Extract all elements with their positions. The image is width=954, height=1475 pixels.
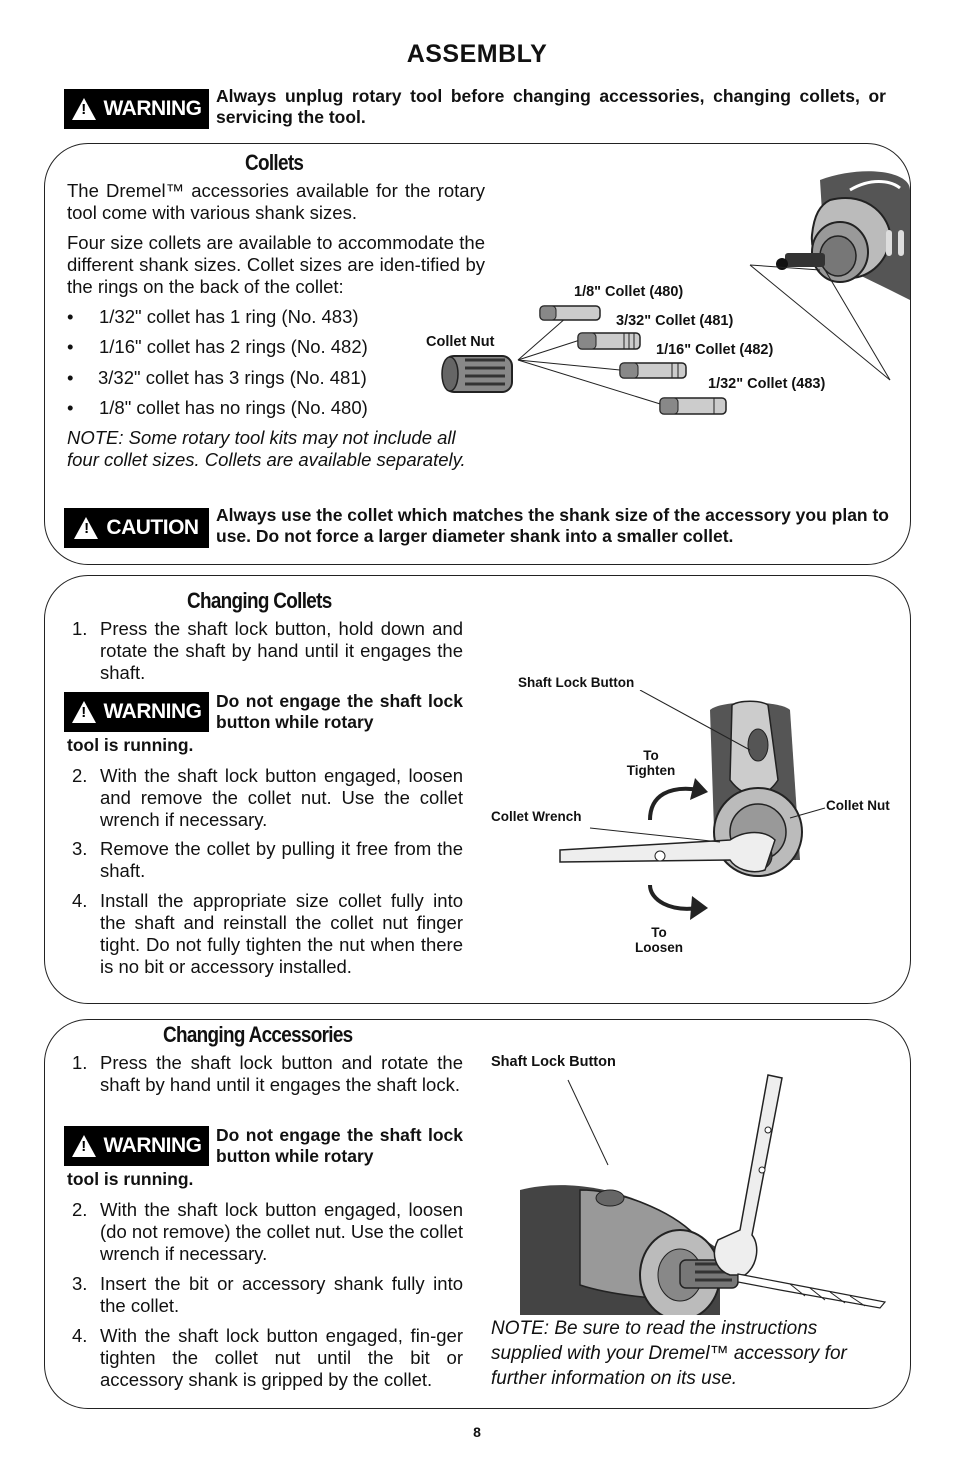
changing-collets-heading: Changing Collets <box>187 588 332 613</box>
label-collet-nut: Collet Nut <box>826 798 890 813</box>
warning-triangle-icon: ! <box>72 98 96 120</box>
collet-482-icon <box>620 363 686 378</box>
label-shaft-lock-button: Shaft Lock Button <box>518 675 635 690</box>
changing-accessories-heading: Changing Accessories <box>163 1022 353 1047</box>
label-collet-nut: Collet Nut <box>426 334 495 350</box>
label-collet-483: 1/32" Collet (483) <box>708 376 826 392</box>
step-item: 4. With the shaft lock button engaged, fin-ger tighten the collet nut until the bit or accessory shank is gripped by the collet. <box>72 1325 463 1390</box>
step-item: 3. Insert the bit or accessory shank fully into the collet. <box>72 1273 463 1316</box>
warning-badge: ! WARNING <box>64 1126 209 1166</box>
caution-badge: ! CAUTION <box>64 508 209 548</box>
shaft-lock-warning-text: Do not engage the shaft lock button while rotary <box>216 1125 463 1166</box>
collets-note: NOTE: Some rotary tool kits may not include all four collet sizes. Collets are available separately. <box>67 427 466 470</box>
warning-triangle-icon: ! <box>72 1135 96 1157</box>
step-item: 2. With the shaft lock button engaged, loosen (do not remove) the collet nut. Use the collet wrench if necessary. <box>72 1199 463 1264</box>
bullet-item: • 1/32" collet has 1 ring (No. 483) <box>67 306 359 327</box>
caution-text: Always use the collet which matches the shank size of the accessory you plan to use. Do not force a larger diameter shank into a smaller collet. <box>216 505 889 546</box>
top-warning-text: Always unplug rotary tool before changing accessories, changing collets, or servicing the tool. <box>216 86 886 127</box>
collets-intro: The Dremel™ accessories available for the rotary tool come with various shank sizes. <box>67 180 485 223</box>
label-collet-wrench: Collet Wrench <box>491 809 582 824</box>
warning-badge: ! WARNING <box>64 692 209 732</box>
bullet-item: • 1/8" collet has no rings (No. 480) <box>67 397 368 418</box>
label-collet-480: 1/8" Collet (480) <box>574 284 684 300</box>
collet-480-icon <box>540 306 600 320</box>
step-item: 1. Press the shaft lock button, hold down and rotate the shaft by hand until it engages the shaft. <box>72 618 463 683</box>
drill-bit-icon <box>738 1274 885 1308</box>
loosen-arrow-icon <box>650 885 698 909</box>
collet-481-icon <box>578 333 640 349</box>
rotary-tool-side-icon <box>520 1185 738 1315</box>
page-number: 8 <box>473 1424 481 1440</box>
bullet-item: • 1/16" collet has 2 rings (No. 482) <box>67 336 368 357</box>
warning-triangle-icon: ! <box>72 701 96 723</box>
step-item: 1. Press the shaft lock button and rotate the shaft by hand until it engages the shaft lock. <box>72 1052 463 1095</box>
step-item: 4. Install the appropriate size collet fully into the shaft and reinstall the collet nut finger tight. Do not fully tighten the nut when there is no bit or accessory installed. <box>72 890 463 977</box>
warning-badge: ! WARNING <box>64 89 209 129</box>
collet-wrench-illustration <box>550 690 830 930</box>
label-collet-482: 1/16" Collet (482) <box>656 342 774 358</box>
caution-triangle-icon: ! <box>74 517 98 539</box>
rotary-tool-body-icon <box>776 171 910 300</box>
collet-483-icon <box>660 398 726 414</box>
collets-sizes-text: Four size collets are available to accommodate the different shank sizes. Collet sizes are iden-tified by the rings on the back of the collet: <box>67 232 485 297</box>
accessory-install-illustration <box>520 1070 890 1315</box>
label-shaft-lock-button: Shaft Lock Button <box>491 1054 616 1070</box>
collet-wrench-icon <box>560 833 775 872</box>
shaft-lock-warning-text-cont: tool is running. <box>67 1169 194 1189</box>
label-to-tighten: To Tighten <box>626 748 676 778</box>
shaft-lock-warning-text: Do not engage the shaft lock button while rotary <box>216 691 463 732</box>
collets-heading: Collets <box>245 150 304 175</box>
step-item: 3. Remove the collet by pulling it free from the shaft. <box>72 838 463 881</box>
label-to-loosen: To Loosen <box>634 925 683 955</box>
bullet-item: • 3/32" collet has 3 rings (No. 481) <box>67 367 367 388</box>
collet-wrench-icon <box>714 1075 782 1275</box>
shaft-lock-warning-text-cont: tool is running. <box>67 735 194 755</box>
page-title: ASSEMBLY <box>406 40 548 68</box>
accessories-note: NOTE: Be sure to read the instructions supplied with your Dremel™ accessory for further information on its use. <box>491 1318 847 1389</box>
collet-nut-icon <box>442 356 512 392</box>
step-item: 2. With the shaft lock button engaged, loosen and remove the collet nut. Use the collet wrench if necessary. <box>72 765 463 830</box>
label-collet-481: 3/32" Collet (481) <box>616 313 734 329</box>
